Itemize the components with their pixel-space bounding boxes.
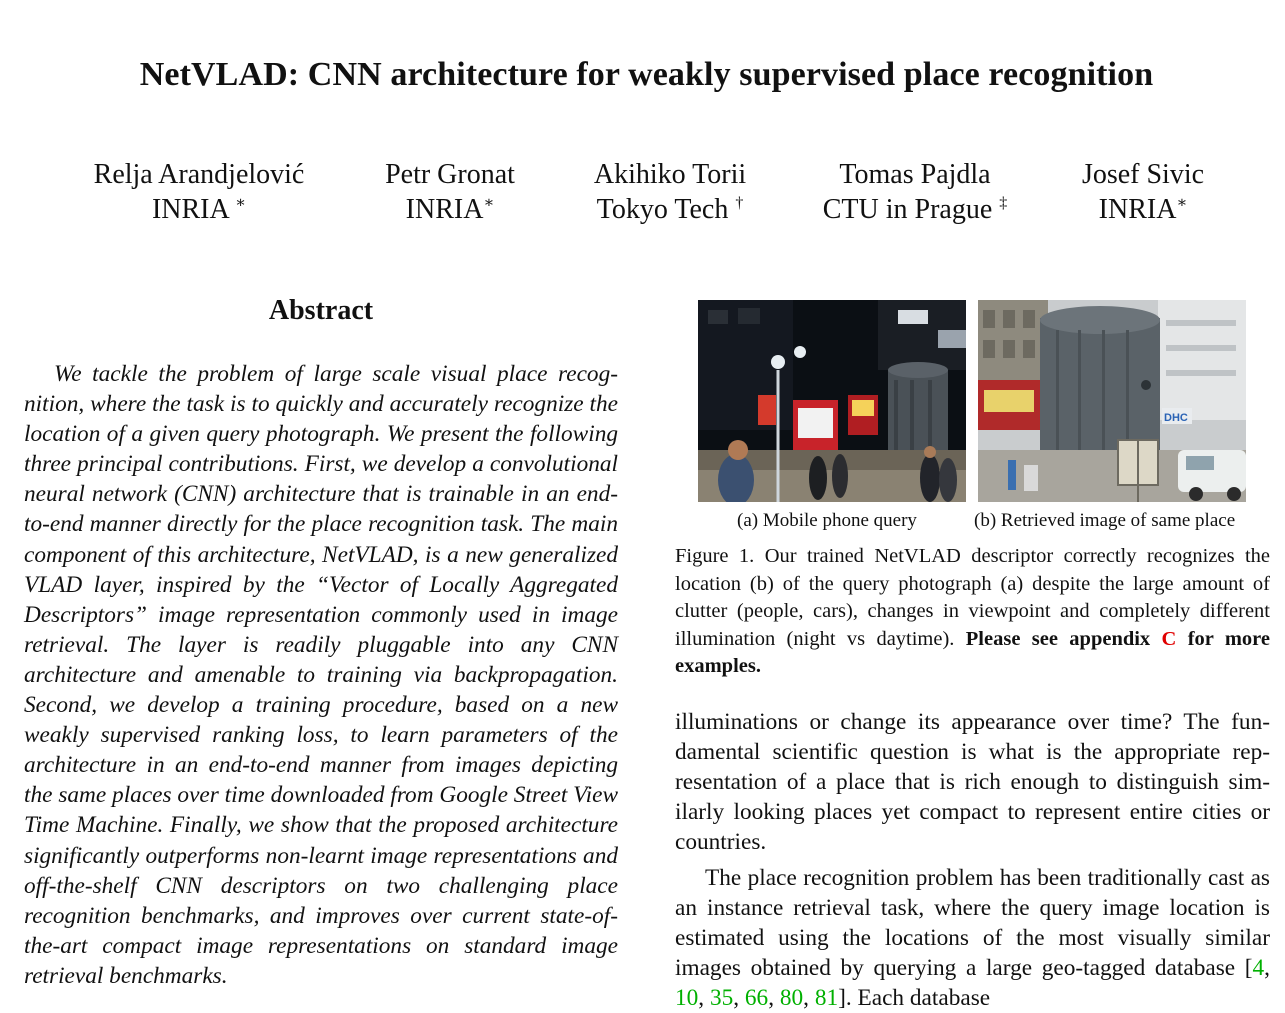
- appendix-link[interactable]: C: [1161, 627, 1177, 650]
- subcaption-a: (a) Mobile phone query: [737, 510, 917, 531]
- shop-sign-text: DHC: [1164, 412, 1188, 424]
- author-4: [810, 157, 1020, 227]
- citation-link[interactable]: 35: [709, 985, 734, 1012]
- figure-retrieved-image: [978, 300, 1246, 502]
- author-affiliation: INRIA∗: [405, 194, 495, 225]
- figure-query-image: [698, 300, 966, 502]
- paper-title: NetVLAD: CNN architecture for weakly supervised place recognition: [139, 56, 1154, 93]
- author-affiliation: Tokyo Tech †: [596, 194, 744, 225]
- body-paragraph-1: illuminations or change its appearance over time? The fundamental scientific question is what is the appropriate representation of a place that is rich enough to distinguish similarly looking places yet compact to represent entire cities or countries.: [675, 709, 1270, 856]
- citation-link[interactable]: 4: [1252, 955, 1265, 982]
- author-affiliation: CTU in Prague ‡: [822, 194, 1008, 225]
- author-2: [370, 157, 530, 227]
- body-paragraph-2: The place recognition problem has been traditionally cast as an instance retrieval task, where the query image location is estimated using the locations of the most visually similar images obtained by querying a large geo-tagged database [4, 10, 35, 66, 80, 81]. Each database: [675, 865, 1270, 1012]
- citation-link[interactable]: 66: [744, 985, 769, 1012]
- citation-link[interactable]: 81: [814, 985, 839, 1012]
- subcaption-b: (b) Retrieved image of same place: [974, 510, 1236, 531]
- abstract-heading: Abstract: [268, 295, 374, 326]
- author-1: [84, 157, 314, 227]
- author-name: Relja Arandjelović: [93, 159, 305, 190]
- author-name: Akihiko Torii: [593, 159, 747, 190]
- citation-link[interactable]: 80: [779, 985, 804, 1012]
- citation-link[interactable]: 10: [675, 985, 699, 1012]
- figure-caption: Figure 1. Our trained NetVLAD descriptor correctly recognizes the location (b) of the query photograph (a) despite the large amount of clutter (people, cars), changes in viewpoint and completely different illumination (night vs daytime). Please see appendix C for more examples.: [675, 545, 1270, 678]
- author-5: [1068, 157, 1218, 227]
- author-name: Tomas Pajdla: [839, 159, 991, 190]
- author-affiliation: INRIA ∗: [151, 194, 247, 225]
- abstract-text: We tackle the problem of large scale visual place recognition, where the task is to quickly and accurately recognize the location of a given query photograph. We present the following three principal contributions. First, we develop a convolutional neural network (CNN) architecture that is trainable in an end-to-end manner directly for the place recognition task. The main component of this architecture, NetVLAD, is a new generalized VLAD layer, inspired by the “Vector of Locally Aggregated Descriptors” image representation commonly used in image retrieval. The layer is readily pluggable into any CNN architecture and amenable to training via backpropagation. Second, we develop a training procedure, based on a new weakly supervised ranking loss, to learn parameters of the architecture in an end-to-end manner from images depicting the same places over time downloaded from Google Street View Time Machine. Finally, we show that the proposed architecture significantly outperforms non-learnt image representations and off-the-shelf CNN descriptors on two challenging place recognition benchmarks, and improves over current state-of-the-art compact image representations on standard image retrieval benchmarks.: [24, 361, 618, 989]
- author-name: Josef Sivic: [1081, 159, 1205, 190]
- author-name: Petr Gronat: [385, 159, 515, 190]
- author-affiliation: INRIA∗: [1098, 194, 1188, 225]
- author-3: [580, 157, 760, 227]
